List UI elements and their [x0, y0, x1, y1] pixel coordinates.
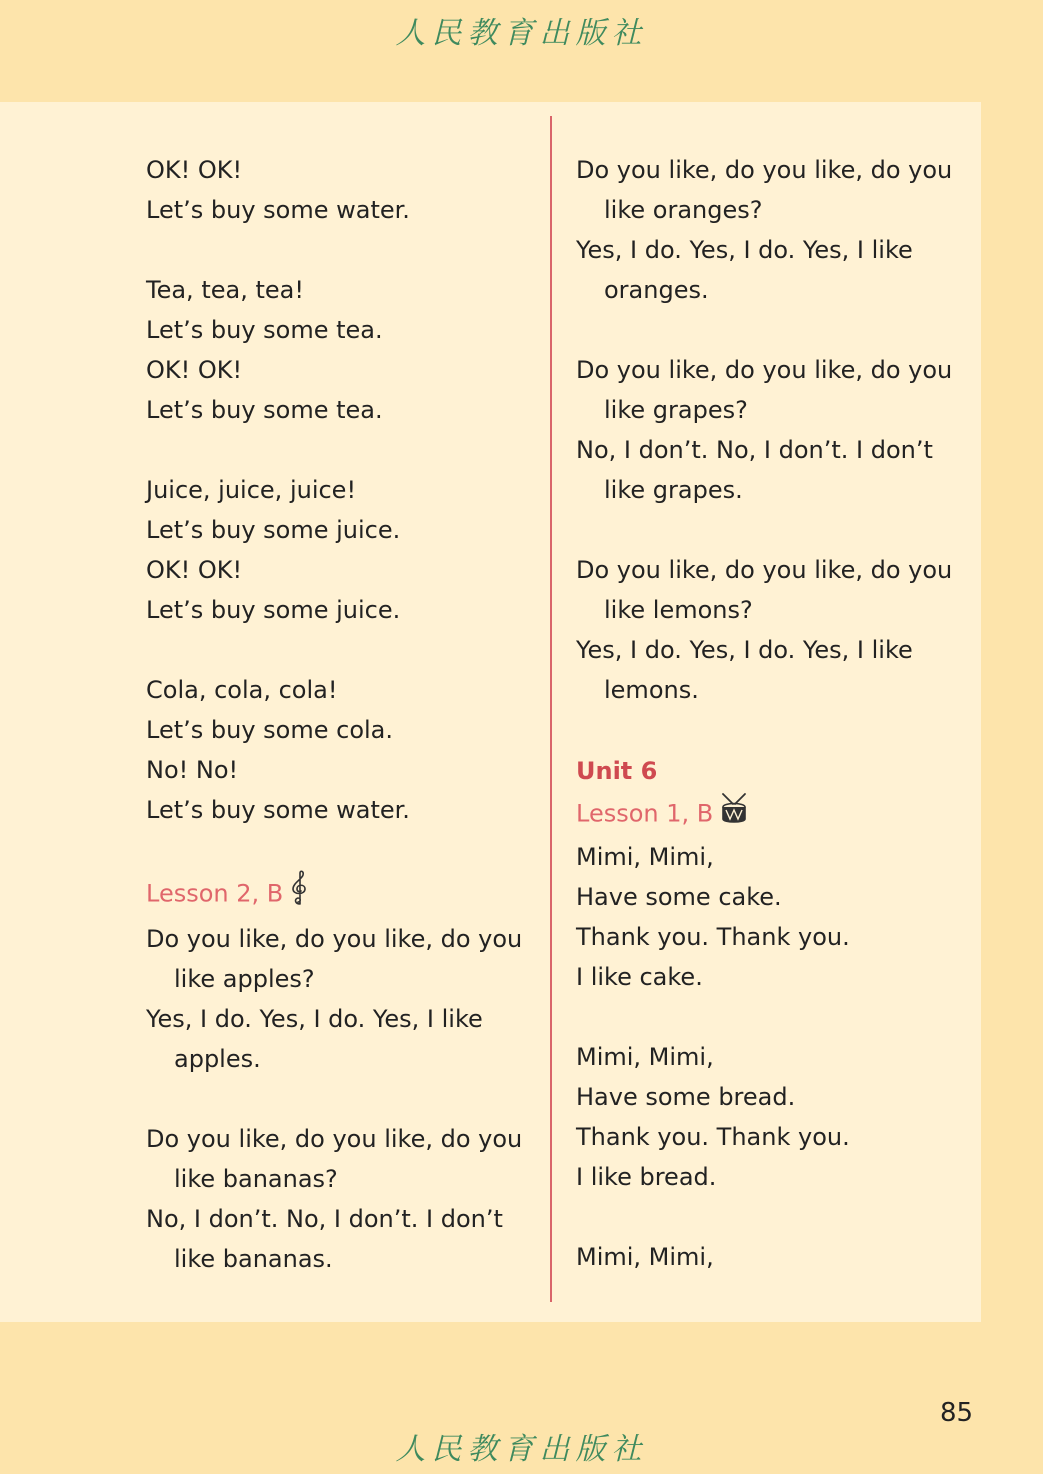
text-line: Do you like, do you like, do you	[146, 925, 523, 953]
text-line: Do you like, do you like, do you	[146, 1125, 523, 1153]
text-line: I like cake.	[576, 963, 703, 991]
text-line: Let’s buy some juice.	[146, 516, 401, 544]
text-line: Let’s buy some water.	[146, 196, 410, 224]
column-divider	[550, 116, 552, 1302]
text-line: oranges.	[604, 276, 709, 304]
text-line: Do you like, do you like, do you	[576, 356, 953, 384]
text-line: like lemons?	[604, 596, 753, 624]
text-line: Let’s buy some tea.	[146, 316, 383, 344]
drum-icon	[719, 792, 749, 837]
text-line: Have some cake.	[576, 883, 782, 911]
text-line: Yes, I do. Yes, I do. Yes, I like	[146, 1005, 483, 1033]
publisher-logo-bottom: 人民教育出版社	[395, 1432, 648, 1467]
left-column	[146, 150, 536, 1279]
text-line: Tea, tea, tea!	[146, 276, 304, 304]
text-line: Let’s buy some water.	[146, 796, 410, 824]
text-line: OK! OK!	[146, 556, 243, 584]
text-line: No! No!	[146, 756, 239, 784]
text-line: Mimi, Mimi,	[576, 843, 714, 871]
text-line: Yes, I do. Yes, I do. Yes, I like	[576, 236, 913, 264]
text-line: Have some bread.	[576, 1083, 796, 1111]
page-number: 85	[940, 1398, 974, 1428]
text-line: like bananas?	[174, 1165, 338, 1193]
text-line: like grapes?	[604, 396, 748, 424]
text-line: No, I don’t. No, I don’t. I don’t	[146, 1205, 503, 1233]
text-line: like grapes.	[604, 476, 743, 504]
text-line: Mimi, Mimi,	[576, 1243, 714, 1271]
text-line: Yes, I do. Yes, I do. Yes, I like	[576, 636, 913, 664]
text-line: No, I don’t. No, I don’t. I don’t	[576, 436, 933, 464]
text-line: like oranges?	[604, 196, 763, 224]
text-line: Thank you. Thank you.	[576, 923, 850, 951]
right-column	[576, 150, 971, 1277]
text-line: Let’s buy some juice.	[146, 596, 401, 624]
lesson-heading	[576, 792, 971, 837]
unit-heading: Unit 6	[576, 757, 658, 785]
text-line: Let’s buy some cola.	[146, 716, 394, 744]
text-line: Cola, cola, cola!	[146, 676, 338, 704]
text-line: OK! OK!	[146, 156, 243, 184]
text-line: lemons.	[604, 676, 699, 704]
text-line: Do you like, do you like, do you	[576, 156, 953, 184]
text-line: I like bread.	[576, 1163, 717, 1191]
text-line: apples.	[174, 1045, 261, 1073]
lesson-title: Lesson 2, B	[146, 879, 284, 908]
treble-clef-icon	[289, 870, 309, 919]
text-line: Juice, juice, juice!	[146, 476, 357, 504]
text-line: OK! OK!	[146, 356, 243, 384]
text-line: Do you like, do you like, do you	[576, 556, 953, 584]
text-line: like bananas.	[174, 1245, 333, 1273]
text-line: Mimi, Mimi,	[576, 1043, 714, 1071]
text-line: Let’s buy some tea.	[146, 396, 383, 424]
text-line: like apples?	[174, 965, 315, 993]
publisher-logo-top: 人民教育出版社	[395, 16, 648, 51]
lesson-heading	[146, 870, 536, 919]
text-line: Thank you. Thank you.	[576, 1123, 850, 1151]
lesson-title: Lesson 1, B	[576, 799, 714, 828]
